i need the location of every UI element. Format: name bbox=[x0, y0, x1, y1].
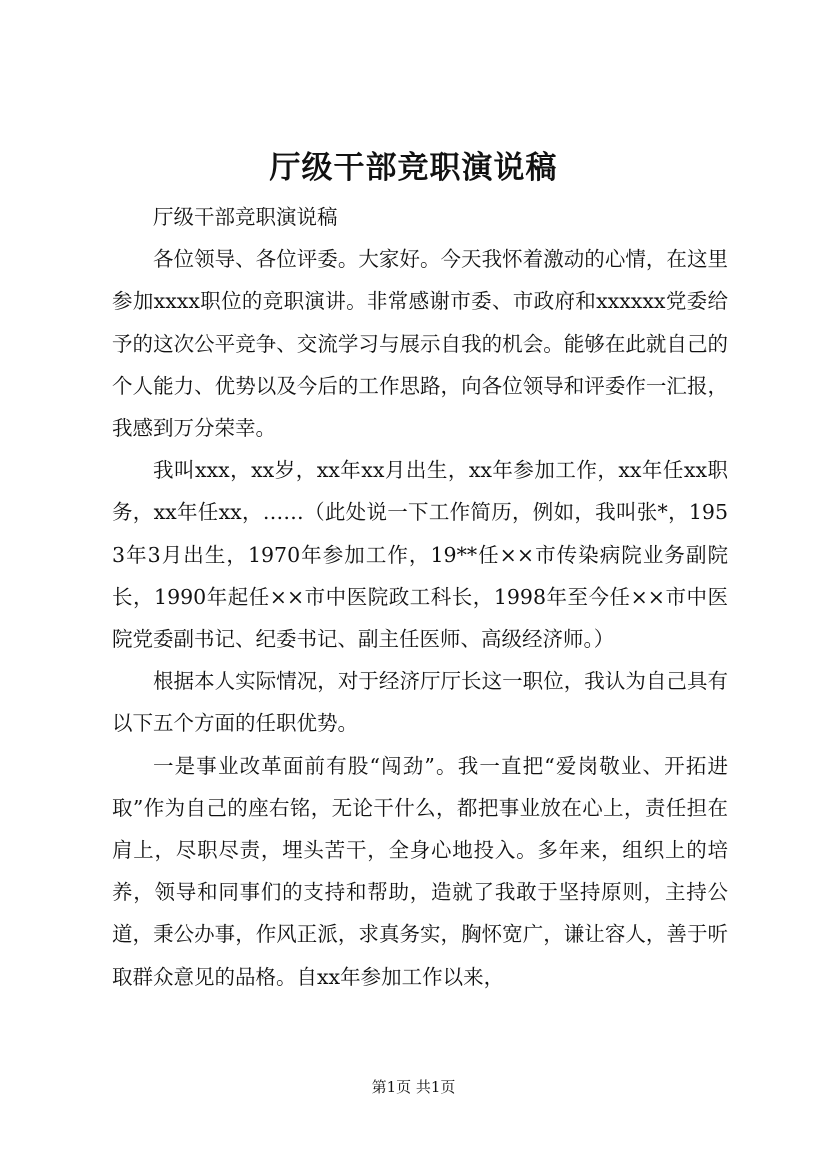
paragraph-subtitle: 厅级干部竞职演说稿 bbox=[153, 205, 338, 229]
document-title: 厅级干部竞职演说稿 bbox=[269, 150, 558, 186]
page-footer: 第1页 共1页 bbox=[371, 1078, 456, 1096]
paragraph-advantage-one: 一是事业改革面前有股“闯劲”。我一直把“爱岗敬业、开拓进取”作为自己的座右铭，无论干什么，都把事业放在心上，责任担在肩上，尽职尽责，埋头苦干，全身心地投入。多年来，组织上的培养，领导和同事们的支持和帮助，造就了我敢于坚持原则，主持公道，秉公办事，作风正派，求真务实，胸怀宽广，谦让容人，善于听取群众意见的品格。自xx年参加工作以来， bbox=[112, 753, 728, 989]
document-body bbox=[112, 196, 728, 998]
paragraph-greeting: 各位领导、各位评委。大家好。今天我怀着激动的心情，在这里参加xxxx职位的竞职演讲。非常感谢市委、市政府和xxxxxx党委给予的这次公平竞争、交流学习与展示自我的机会。能够在此就自己的个人能力、优势以及今后的工作思路，向各位领导和评委作一汇报，我感到万分荣幸。 bbox=[112, 247, 728, 441]
paragraph-self-introduction: 我叫xxx，xx岁，xx年xx月出生，xx年参加工作，xx年任xx职务，xx年任xx，……（此处说一下工作简历，例如，我叫张*，1953年3月出生，1970年参加工作，19**任××市传染病院业务副院长，1990年起任××市中医院政工科长，1998年至今任××市中医院党委副书记、纪委书记、副主任医师、高级经济师。） bbox=[112, 458, 728, 652]
paragraph-advantages-intro: 根据本人实际情况，对于经济厅厅长这一职位，我认为自己具有以下五个方面的任职优势。 bbox=[112, 669, 728, 736]
